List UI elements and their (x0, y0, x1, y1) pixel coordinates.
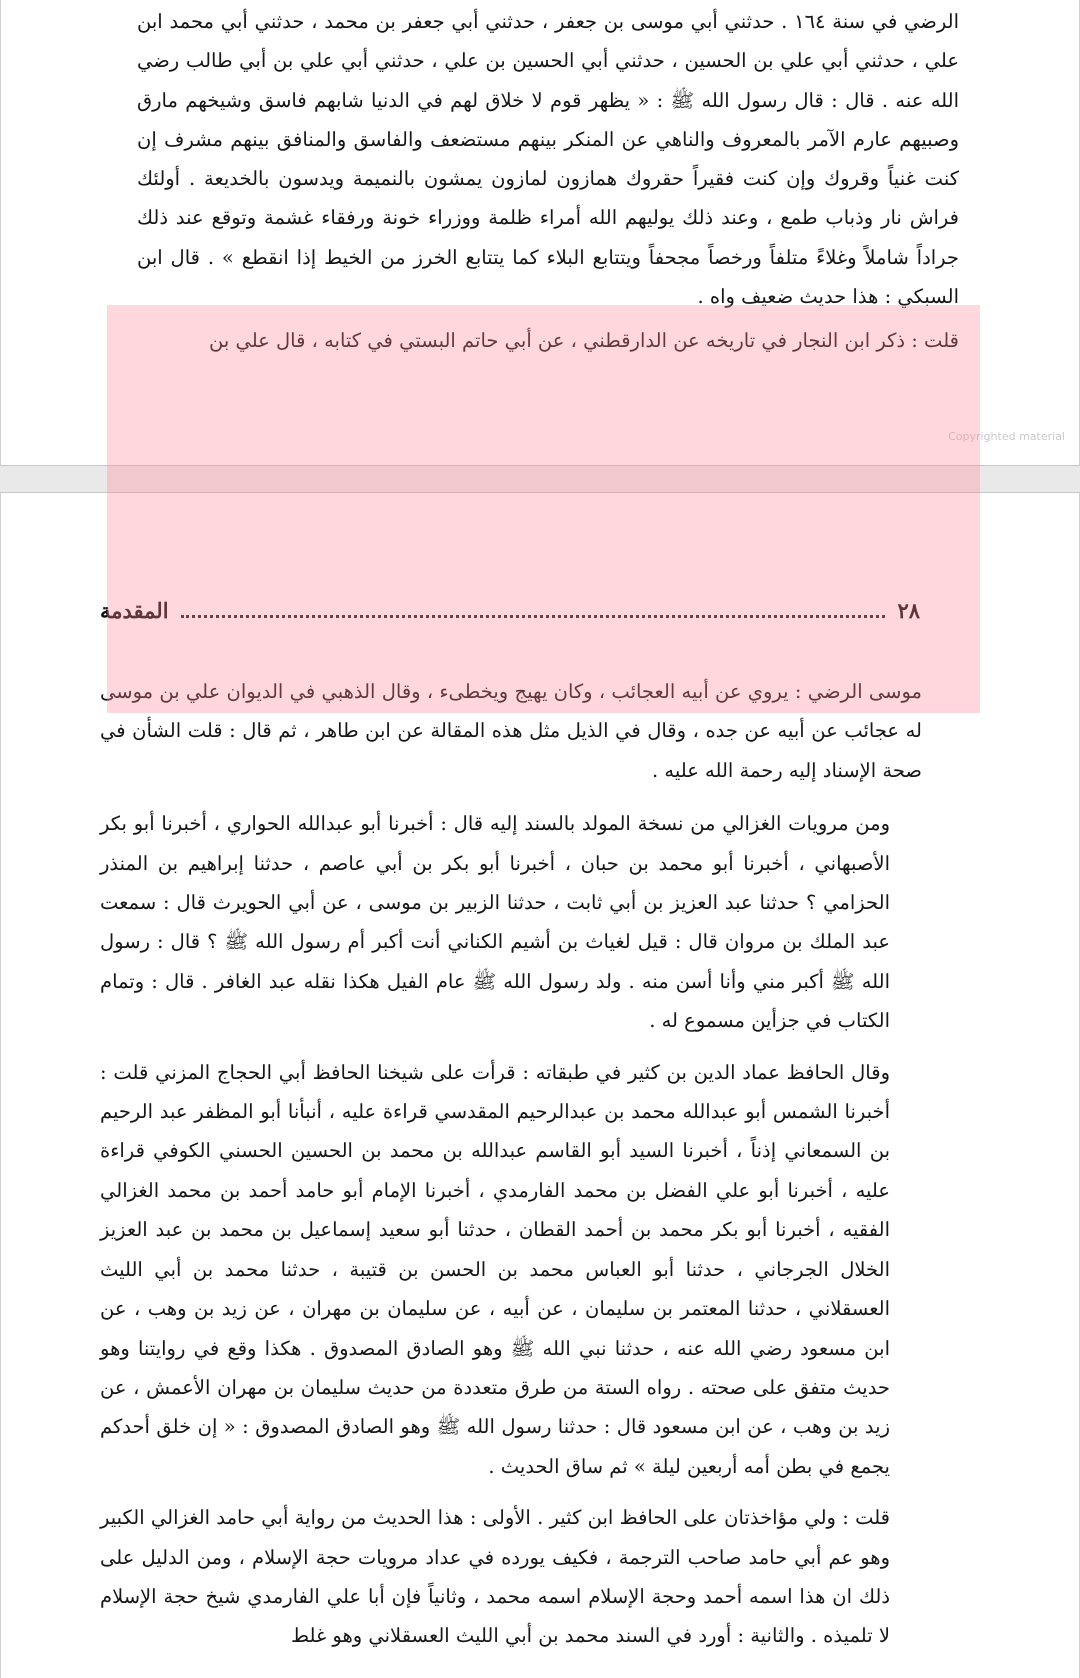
page-number: ٢٨ (897, 597, 920, 623)
page-upper-body-text: الرضي في سنة ١٦٤ . حدثني أبي موسى بن جعفر ، حدثني أبي جعفر بن محمد ، حدثني أبي محمد ابن علي ، حدثني أبي علي بن الحسين ، حدثني أبي الحسين بن علي ، حدثني أبي علي بن أبي طالب رضي الله عنه . قال : قال رسول الله ﷺ : « يظهر قوم لا خلاق لهم في الدنيا شابهم فاسق وشيخهم مارق وصبيهم عارم الآمر بالمعروف والناهي عن المنكر بينهم مستضعف والفاسق والمنافق بينهم مشرف إن كنت غنياً وقروك وإن كنت فقيراً حقروك همازون لمازون يمشون بالنميمة ويدسون بالخديعة . أولئك فراش نار وذباب طمع ، وعند ذلك يوليهم الله أمراء ظلمة ووزراء خونة ورفقاء غشمة وتوقع عند ذلك جراداً شاملاً وغلاءً متلفاً ورخصاً مجحفاً ويتتابع البلاء كما يتتابع الخرز من الخيط إذا انقطع » . قال ابن السبكي : هذا حديث ضعيف واه . (137, 10, 959, 309)
page-upper-note-text: قلت : ذكر ابن النجار في تاريخه عن الدارقطني ، عن أبي حاتم البستي في كتابه ، قال علي بن (208, 329, 959, 352)
section-title: المقدمة (100, 597, 169, 623)
page-upper (0, 0, 1080, 466)
copyright-watermark: Copyrighted material (948, 430, 1065, 443)
page-lower-body (100, 672, 922, 1668)
paragraph: وقال الحافظ عماد الدين بن كثير في طبقاته : قرأت على شيخنا الحافظ أبي الحجاج المزني قلت : أخبرنا الشمس أبو عبدالله محمد بن عبدالرحيم المقدسي قراءة عليه ، أنبأنا أبو المظفر عبد الرحيم بن السمعاني إذناً ، أخبرنا السيد أبو القاسم عبدالله بن محمد بن الحسين الحسني الكوفي قراءة عليه ، أخبرنا أبو علي الفضل بن محمد الفارمدي ، أخبرنا الإمام أبو حامد أحمد بن محمد الغزالي الفقيه ، أخبرنا أبو بكر محمد بن أحمد القطان ، حدثنا أبو سعيد إسماعيل بن محمد بن عبد العزيز الخلال الجرجاني ، حدثنا أبو العباس محمد بن الحسن بن قتيبة ، حدثنا محمد بن أبي الليث العسقلاني ، حدثنا المعتمر بن سليمان ، عن أبيه ، عن سليمان بن مهران ، عن زيد بن وهب ، عن ابن مسعود رضي الله عنه ، حدثنا نبي الله ﷺ وهو الصادق المصدوق . هكذا وقع في روايتنا وهو حديث متفق على صحته . رواه الستة من طرق متعددة من حديث سليمان بن مهران الأعمش ، عن زيد بن وهب ، عن ابن مسعود قال : حدثنا رسول الله ﷺ وهو الصادق المصدوق : « إن خلق أحدكم يجمع في بطن أمه أربعين ليلة » ثم ساق الحديث . (100, 1060, 891, 1478)
paragraph: ومن مرويات الغزالي من نسخة المولد بالسند إليه قال : أخبرنا أبو عبدالله الحواري ، أخبرنا أبو بكر الأصبهاني ، أخبرنا أبو محمد بن حبان ، أخبرنا أبو بكر بن أبي عاصم ، حدثنا إبراهيم بن المنذر الحزامي ؟ حدثنا عبد العزيز بن أبي ثابت ، حدثنا الزبير بن موسى ، عن أبي الحويرث قال : سمعت عبد الملك بن مروان قال : قيل لغياث بن أشيم الكناني أنت أكبر أم رسول الله ﷺ ؟ قال : رسول الله ﷺ أكبر مني وأنا أسن منه . ولد رسول الله ﷺ عام الفيل هكذا نقله عبد الغافر . قال : وتمام الكتاب في جزأين مسموع له . (100, 812, 890, 1033)
header-dot-leader (181, 615, 886, 618)
paragraph: قلت : ولي مؤاخذتان على الحافظ ابن كثير . الأولى : هذا الحديث من رواية أبي حامد الغزالي الكبير وهو عم أبي حامد صاحب الترجمة ، فكيف يورده في عداد مرويات حجة الإسلام ، ومن الدليل على ذلك ان هذا اسمه أحمد وحجة الإسلام اسمه محمد ، وثانياً فإن أبا علي الفارمدي شيخ حجة الإسلام لا تلميذه . والثانية : أورد في السند محمد بن أبي الليث العسقلاني وهو غلط (100, 1506, 890, 1648)
paragraph: موسى الرضي : يروي عن أبيه العجائب ، وكان يهيج ويخطىء ، وقال الذهبي في الديوان علي بن موسى له عجائب عن أبيه عن جده ، وقال في الذيل مثل هذه المقالة عن ابن طاهر ، ثم قال : قلت الشأن في صحة الإسناد إليه رحمة الله عليه . (100, 680, 922, 782)
running-header (100, 590, 920, 630)
